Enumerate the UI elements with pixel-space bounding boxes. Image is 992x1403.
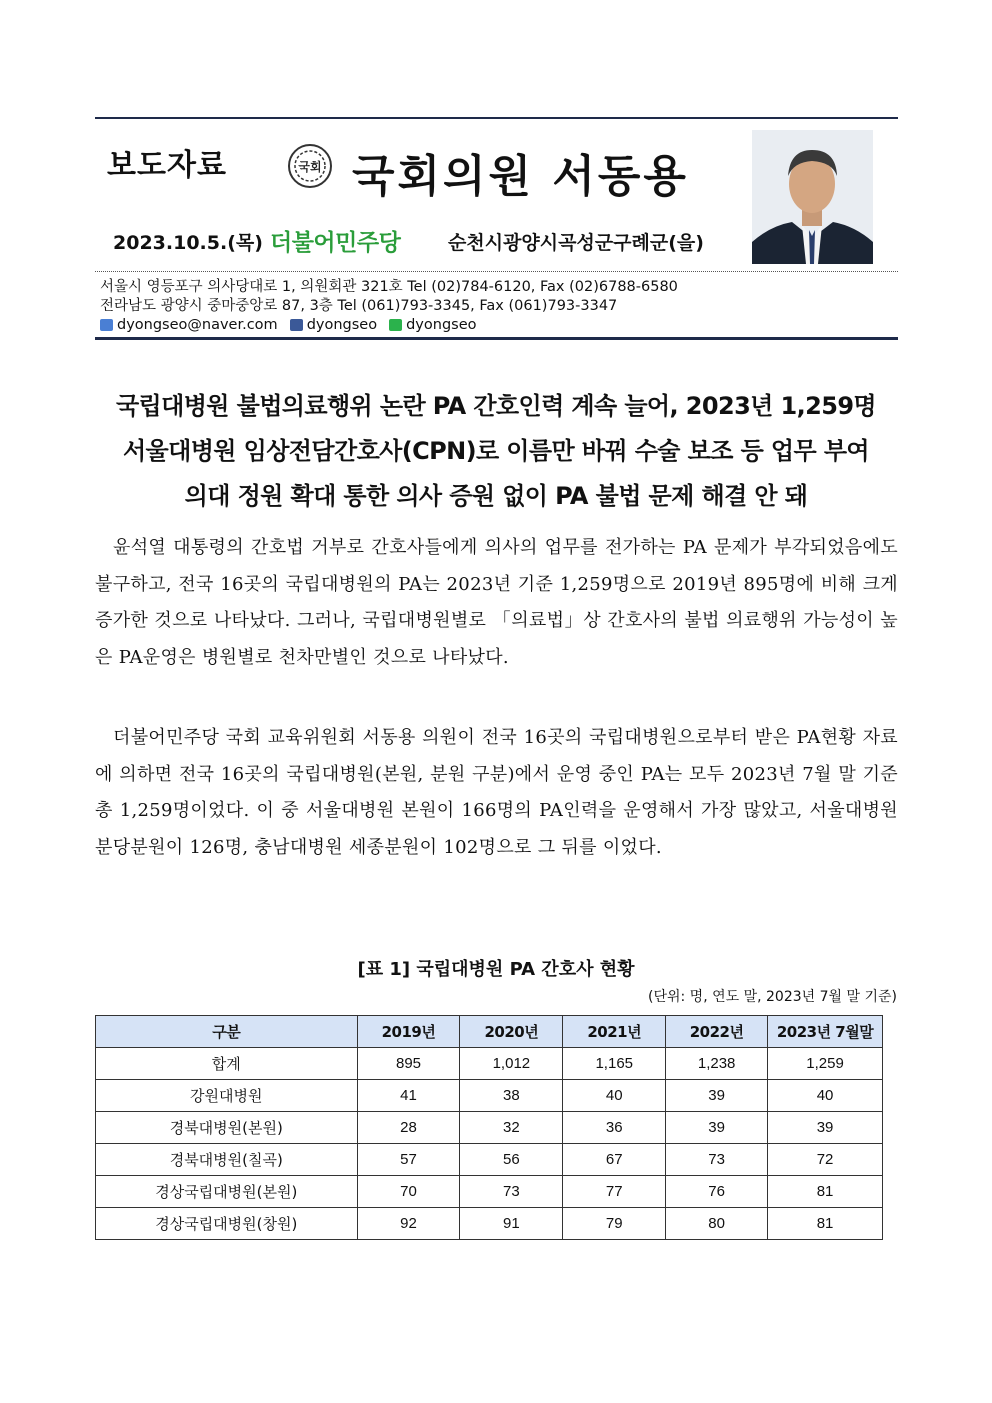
table-cell: 28: [357, 1112, 460, 1144]
table-cell: 56: [460, 1144, 563, 1176]
table-cell: 32: [460, 1112, 563, 1144]
table-cell: 73: [460, 1176, 563, 1208]
blog-handle[interactable]: dyongseo: [406, 317, 477, 333]
table-cell: 39: [666, 1112, 768, 1144]
table-cell: 81: [768, 1208, 883, 1240]
table-cell: 1,259: [768, 1048, 883, 1080]
header-bottom-rule: [95, 337, 898, 340]
blog-icon: [389, 319, 402, 331]
table-cell: 1,165: [563, 1048, 666, 1080]
table-row: [96, 1176, 883, 1208]
table-cell: 73: [666, 1144, 768, 1176]
table-cell: 1,012: [460, 1048, 563, 1080]
seoul-office-contact: 서울시 영등포구 의사당대로 1, 의원회관 321호 Tel (02)784-6120, Fax (02)6788-6580: [100, 279, 678, 295]
table-row: [96, 1112, 883, 1144]
column-header: 2019년: [357, 1016, 460, 1048]
table-cell: 92: [357, 1208, 460, 1240]
national-assembly-emblem-icon: [287, 143, 333, 189]
pa-nurse-table: [95, 1015, 883, 1240]
table-title: [표 1] 국립대병원 PA 간호사 현황: [357, 959, 635, 980]
member-title: 국회의원 서동용: [352, 151, 689, 202]
table-cell: 81: [768, 1176, 883, 1208]
column-header: 구분: [96, 1016, 358, 1048]
table-cell: 40: [563, 1080, 666, 1112]
column-header: 2021년: [563, 1016, 666, 1048]
column-header: 2022년: [666, 1016, 768, 1048]
table-cell: 36: [563, 1112, 666, 1144]
table-cell: 70: [357, 1176, 460, 1208]
table-cell: 57: [357, 1144, 460, 1176]
row-label: 합계: [96, 1048, 358, 1080]
headline-1: 국립대병원 불법의료행위 논란 PA 간호인력 계속 늘어, 2023년 1,259명: [115, 392, 877, 420]
table-cell: 41: [357, 1080, 460, 1112]
row-label: 경북대병원(본원): [96, 1112, 358, 1144]
table-cell: 80: [666, 1208, 768, 1240]
party-name: 더불어민주당: [270, 230, 401, 256]
table-cell: 76: [666, 1176, 768, 1208]
column-header: 2020년: [460, 1016, 563, 1048]
member-portrait: [752, 130, 873, 264]
social-contacts: [100, 315, 477, 335]
table-row: [96, 1208, 883, 1240]
facebook-icon: [290, 319, 303, 331]
press-release-label: 보도자료: [107, 148, 227, 183]
table-cell: 39: [666, 1080, 768, 1112]
table-cell: 39: [768, 1112, 883, 1144]
table-row: [96, 1048, 883, 1080]
release-date: 2023.10.5.(목): [113, 232, 263, 254]
header-divider: [95, 271, 898, 272]
email-address[interactable]: dyongseo@naver.com: [117, 317, 278, 333]
table-row: [96, 1144, 883, 1176]
table-cell: 40: [768, 1080, 883, 1112]
row-label: 경북대병원(칠곡): [96, 1144, 358, 1176]
table-cell: 67: [563, 1144, 666, 1176]
mail-icon: [100, 319, 113, 331]
row-label: 강원대병원: [96, 1080, 358, 1112]
table-row: [96, 1080, 883, 1112]
row-label: 경상국립대병원(본원): [96, 1176, 358, 1208]
column-header: 2023년 7월말: [768, 1016, 883, 1048]
regional-office-contact: 전라남도 광양시 중마중앙로 87, 3층 Tel (061)793-3345, Fax (061)793-3347: [100, 298, 618, 314]
facebook-handle[interactable]: dyongseo: [306, 317, 378, 333]
headline-3: 의대 정원 확대 통한 의사 증원 없이 PA 불법 문제 해결 안 돼: [184, 482, 808, 510]
header-top-rule: [95, 117, 898, 119]
district-name: 순천시광양시곡성군구례군(을): [448, 232, 704, 254]
body-paragraph-1: 윤석열 대통령의 간호법 거부로 간호사들에게 의사의 업무를 전가하는 PA 문제가 부각되었음에도 불구하고, 전국 16곳의 국립대병원의 PA는 2023년 기준 1,259명으로 2019년 895명에 비해 크게 증가한 것으로 나타났다. 그러나, 국립대병원별로 「의료법」상 간호사의 불법 의료행위 가능성이 높은 PA운영은 병원별로 천차만별인 것으로 나타났다.: [95, 537, 898, 668]
headline-2: 서울대병원 임상전담간호사(CPN)로 이름만 바꿔 수술 보조 등 업무 부여: [122, 437, 870, 465]
table-unit-note: (단위: 명, 연도 말, 2023년 7월 말 기준): [648, 989, 897, 1005]
emblem-text: 국회: [298, 160, 322, 174]
table-cell: 77: [563, 1176, 666, 1208]
table-cell: 91: [460, 1208, 563, 1240]
table-cell: 38: [460, 1080, 563, 1112]
table-cell: 72: [768, 1144, 883, 1176]
table-cell: 895: [357, 1048, 460, 1080]
body-paragraph-2: 더불어민주당 국회 교육위원회 서동용 의원이 전국 16곳의 국립대병원으로부터 받은 PA현황 자료에 의하면 전국 16곳의 국립대병원(본원, 분원 구분)에서 운영 중인 PA는 모두 2023년 7월 말 기준 총 1,259명이었다. 이 중 서울대병원 본원이 166명의 PA인력을 운영해서 가장 많았고, 서울대병원 분당분원이 126명, 충남대병원 세종분원이 102명으로 그 뒤를 이었다.: [95, 727, 898, 858]
table-cell: 79: [563, 1208, 666, 1240]
table-cell: 1,238: [666, 1048, 768, 1080]
row-label: 경상국립대병원(창원): [96, 1208, 358, 1240]
table-header-row: [96, 1016, 883, 1048]
